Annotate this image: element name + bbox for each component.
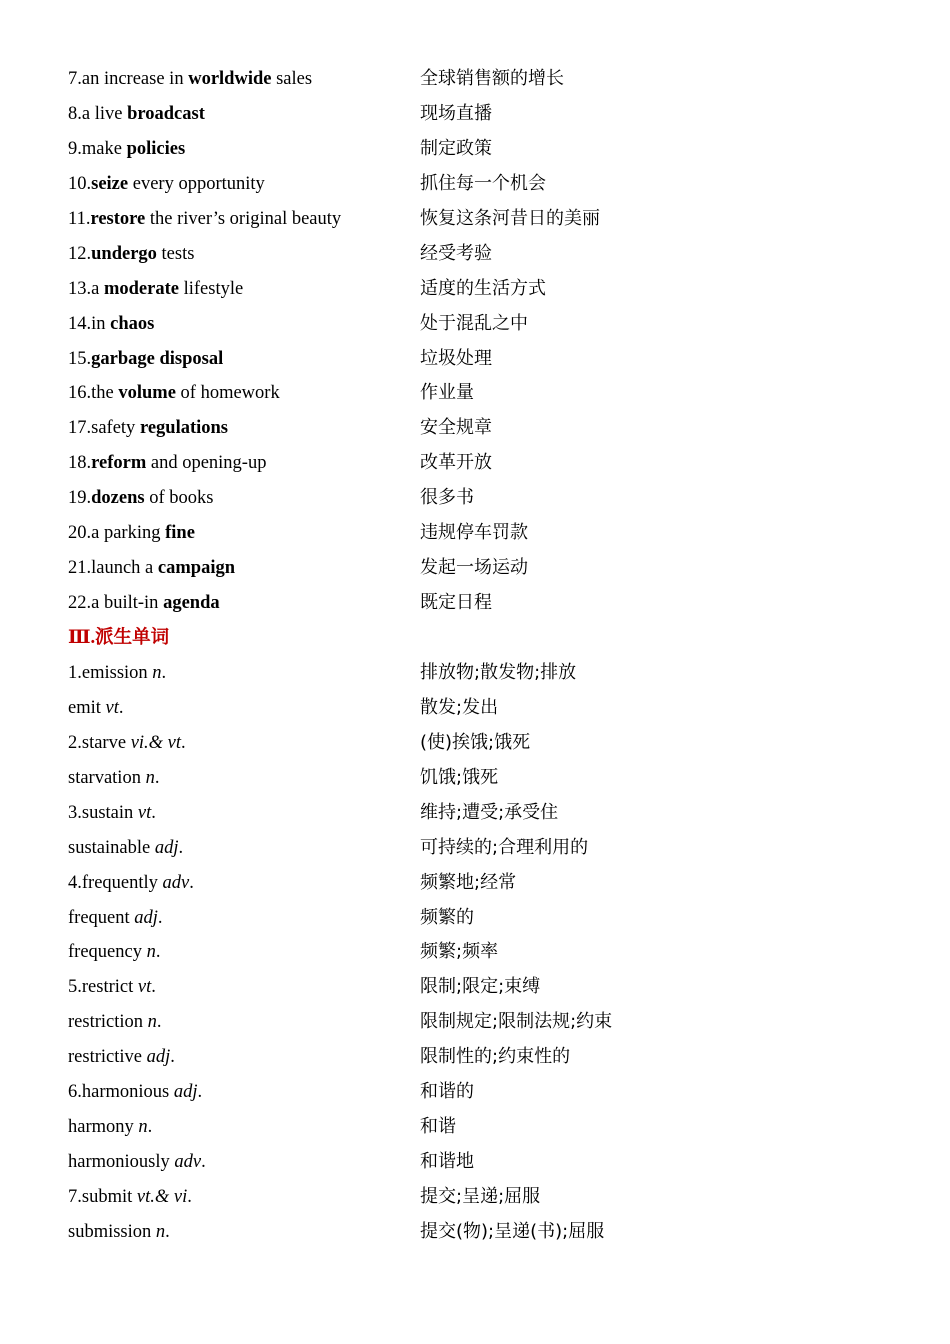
phrase-row [68, 132, 928, 167]
phrase-row [68, 516, 928, 551]
derivative-word: 3.sustain [68, 802, 138, 823]
phrase-english [68, 342, 223, 377]
derivative-word: starvation [68, 767, 146, 788]
part-of-speech: vt [105, 697, 119, 718]
phrase-suffix: tests [156, 243, 195, 264]
part-of-speech: adj [154, 837, 179, 858]
phrase-chinese: 现场直播 [420, 102, 492, 124]
phrase-keyword: fine [165, 523, 195, 544]
derivative-word: emit [68, 697, 106, 718]
phrase-keyword: moderate [103, 278, 179, 299]
derivative-chinese: 散发;发出 [420, 696, 499, 718]
phrase-keyword: volume [118, 383, 176, 404]
phrase-suffix: lifestyle [178, 278, 244, 299]
pos-period: . [181, 732, 186, 753]
part-of-speech: n [152, 662, 162, 683]
phrase-prefix: 21.launch a [68, 558, 158, 579]
derivative-row [68, 1110, 928, 1145]
phrase-keyword: reform [91, 453, 147, 474]
part-of-speech: n [145, 767, 155, 788]
phrase-chinese: 处于混乱之中 [420, 312, 528, 334]
phrase-chinese: 经受考验 [420, 242, 492, 264]
phrase-english [68, 586, 220, 621]
derivative-word: 4.frequently [68, 872, 163, 893]
part-of-speech: adj [134, 907, 158, 928]
phrase-prefix: 8.a live [68, 103, 128, 124]
part-of-speech: adj [173, 1082, 198, 1103]
phrase-keyword: undergo [91, 243, 157, 264]
part-of-speech: vt [137, 802, 152, 823]
derivative-row [68, 1180, 928, 1215]
pos-period: . [197, 1082, 203, 1103]
derivative-row [68, 726, 928, 761]
phrase-prefix: 11. [68, 208, 91, 229]
derivative-english [68, 796, 156, 831]
phrase-suffix: the river’s original beauty [145, 208, 342, 229]
part-of-speech: adv [162, 872, 190, 893]
phrase-chinese: 抓住每一个机会 [420, 172, 546, 194]
phrase-keyword: dozens [91, 488, 145, 509]
phrase-english [68, 132, 185, 167]
derivative-row [68, 796, 928, 831]
pos-period: . [151, 977, 156, 998]
derivative-chinese: 限制性的;约束性的 [420, 1046, 571, 1068]
derivative-chinese: 维持;遭受;承受住 [420, 801, 559, 823]
section-heading: Ⅲ.派生单词 [68, 628, 170, 648]
derivative-word: frequent [68, 907, 135, 928]
phrase-row [68, 446, 928, 481]
pos-period: . [161, 662, 167, 683]
phrase-row [68, 342, 928, 377]
derivative-chinese: 和谐 [420, 1116, 456, 1138]
phrase-prefix: 22.a built-in [68, 593, 164, 614]
derivative-word: 2.starve [68, 732, 131, 753]
phrase-prefix: 7.an increase in [68, 69, 189, 89]
phrase-prefix: 15. [68, 348, 92, 369]
phrase-prefix: 13.a [68, 278, 104, 299]
derivative-row [68, 656, 928, 691]
derivative-chinese: 饥饿;饿死 [420, 766, 499, 788]
phrase-english [68, 446, 266, 481]
derivative-chinese: 和谐地 [420, 1151, 474, 1173]
phrase-keyword: seize [91, 173, 129, 194]
derivative-word: 5.restrict [68, 977, 138, 998]
phrase-chinese: 全球销售额的增长 [420, 68, 564, 89]
pos-period: . [189, 872, 194, 893]
phrase-row [68, 62, 928, 97]
phrase-row [68, 307, 928, 342]
part-of-speech: vt.& vi [136, 1187, 188, 1207]
derivative-chinese: 提交;呈递;屈服 [420, 1186, 541, 1207]
phrase-english [68, 62, 312, 97]
phrase-prefix: 9.make [68, 138, 127, 159]
phrase-row [68, 481, 928, 516]
derivative-row [68, 866, 928, 901]
phrase-keyword: worldwide [188, 69, 272, 89]
part-of-speech: adj [146, 1047, 171, 1068]
phrase-keyword: campaign [157, 558, 235, 579]
phrase-suffix: of homework [175, 383, 280, 404]
pos-period: . [154, 767, 160, 788]
phrase-english [68, 272, 243, 307]
phrase-keyword: regulations [139, 418, 228, 439]
derivative-word: restrictive [68, 1047, 147, 1068]
phrase-keyword: agenda [163, 593, 220, 614]
pos-period: . [165, 1221, 170, 1242]
part-of-speech: n [155, 1221, 166, 1242]
derivative-english [68, 1215, 170, 1250]
derivative-english [68, 761, 159, 796]
phrase-english [68, 202, 341, 237]
phrase-suffix: and opening-up [146, 453, 267, 474]
derivative-english [68, 1145, 206, 1180]
phrase-chinese: 很多书 [420, 487, 474, 509]
phrase-english [68, 376, 280, 411]
derivative-chinese: 频繁地;经常 [420, 871, 517, 893]
phrase-chinese: 作业量 [420, 382, 474, 404]
phrase-row [68, 272, 928, 307]
derivative-chinese: 可持续的;合理利用的 [420, 836, 589, 858]
phrase-row [68, 202, 928, 237]
derivative-english [68, 901, 163, 936]
derivative-row [68, 1005, 928, 1040]
part-of-speech: vt [137, 977, 152, 998]
phrase-chinese: 违规停车罚款 [420, 522, 528, 544]
pos-period: . [187, 1187, 192, 1207]
phrase-chinese: 制定政策 [420, 137, 492, 159]
pos-period: . [118, 697, 124, 718]
derivative-chinese: 排放物;散发物;排放 [420, 661, 577, 683]
derivative-chinese: (使)挨饿;饿死 [420, 731, 531, 753]
pos-period: . [156, 1012, 162, 1033]
phrase-row [68, 167, 928, 202]
phrase-suffix: every opportunity [128, 173, 265, 194]
derivative-row [68, 901, 928, 936]
derivative-word: harmony [68, 1117, 139, 1138]
phrase-chinese: 垃圾处理 [420, 347, 492, 369]
derivative-word: sustainable [68, 837, 155, 858]
part-of-speech: vi.& vt [130, 732, 182, 753]
pos-period: . [147, 1117, 153, 1138]
phrase-row [68, 551, 928, 586]
derivative-chinese: 限制;限定;束缚 [420, 976, 541, 998]
phrase-keyword: garbage disposal [91, 348, 224, 369]
phrase-chinese: 既定日程 [420, 592, 492, 614]
phrase-keyword: restore [90, 208, 146, 229]
phrase-prefix: 20.a parking [68, 523, 166, 544]
phrase-english [68, 481, 213, 516]
phrase-prefix: 14.in [68, 313, 111, 334]
derivative-row [68, 1040, 928, 1075]
derivative-row [68, 831, 928, 866]
phrase-prefix: 16.the [68, 383, 119, 404]
phrase-suffix: of books [144, 488, 214, 509]
phrase-row [68, 411, 928, 446]
phrase-chinese: 安全规章 [420, 417, 492, 439]
phrase-english [68, 237, 194, 272]
pos-period: . [151, 802, 156, 823]
pos-period: . [170, 1047, 175, 1068]
phrase-row [68, 97, 928, 132]
phrase-row [68, 237, 928, 272]
derivative-english [68, 1180, 192, 1215]
phrase-english [68, 411, 228, 446]
phrase-row [68, 586, 928, 621]
phrase-english [68, 307, 154, 342]
pos-period: . [201, 1152, 206, 1173]
pos-period: . [157, 907, 163, 928]
derivative-english [68, 1110, 152, 1145]
derivative-word: 6.harmonious [68, 1082, 174, 1103]
derivative-english [68, 866, 194, 901]
derivative-english [68, 831, 183, 866]
pos-period: . [178, 837, 184, 858]
derivative-english [68, 726, 186, 761]
derivative-chinese: 频繁;频率 [420, 941, 499, 963]
phrase-keyword: policies [126, 138, 186, 159]
vocabulary-list [68, 62, 928, 1250]
derivative-row [68, 761, 928, 796]
part-of-speech: n [147, 1012, 157, 1033]
derivative-chinese: 频繁的 [420, 906, 474, 928]
phrase-prefix: 19. [68, 488, 92, 509]
phrase-keyword: broadcast [127, 103, 205, 124]
phrase-english [68, 97, 205, 132]
phrase-chinese: 适度的生活方式 [420, 277, 546, 299]
phrase-english [68, 551, 235, 586]
derivative-english [68, 970, 156, 1005]
phrase-prefix: 10. [68, 173, 92, 194]
derivative-row [68, 1075, 928, 1110]
derivative-word: 7.submit [68, 1187, 137, 1207]
pos-period: . [155, 942, 161, 963]
phrase-chinese: 恢复这条河昔日的美丽 [420, 207, 600, 229]
derivative-word: restriction [68, 1012, 148, 1033]
part-of-speech: n [146, 942, 156, 963]
derivative-english [68, 1040, 175, 1075]
phrase-prefix: 17.safety [68, 418, 140, 439]
phrase-prefix: 18. [68, 453, 92, 474]
derivative-row [68, 970, 928, 1005]
derivative-word: 1.emission [68, 662, 153, 683]
derivative-word: submission [68, 1221, 156, 1242]
phrase-english [68, 516, 195, 551]
derivative-row [68, 1145, 928, 1180]
derivative-english [68, 1075, 202, 1110]
derivative-english [68, 656, 166, 691]
phrase-row [68, 376, 928, 411]
derivative-word: harmoniously [68, 1152, 175, 1173]
derivative-chinese: 和谐的 [420, 1081, 474, 1103]
phrase-chinese: 改革开放 [420, 452, 492, 474]
part-of-speech: n [138, 1117, 148, 1138]
derivative-english [68, 1005, 162, 1040]
derivative-english [68, 691, 124, 726]
derivative-row [68, 1215, 928, 1250]
part-of-speech: adv [174, 1152, 202, 1173]
derivative-english [68, 935, 160, 970]
phrase-english [68, 167, 265, 202]
derivative-chinese: 提交(物);呈递(书);屈服 [420, 1220, 605, 1242]
derivative-row [68, 935, 928, 970]
phrase-suffix: sales [271, 69, 313, 89]
derivative-chinese: 限制规定;限制法规;约束 [420, 1011, 613, 1033]
derivative-row [68, 691, 928, 726]
derivative-word: frequency [68, 942, 147, 963]
phrase-prefix: 12. [68, 243, 92, 264]
phrase-chinese: 发起一场运动 [420, 557, 528, 579]
phrase-keyword: chaos [110, 313, 155, 334]
section-heading-row [68, 621, 928, 656]
